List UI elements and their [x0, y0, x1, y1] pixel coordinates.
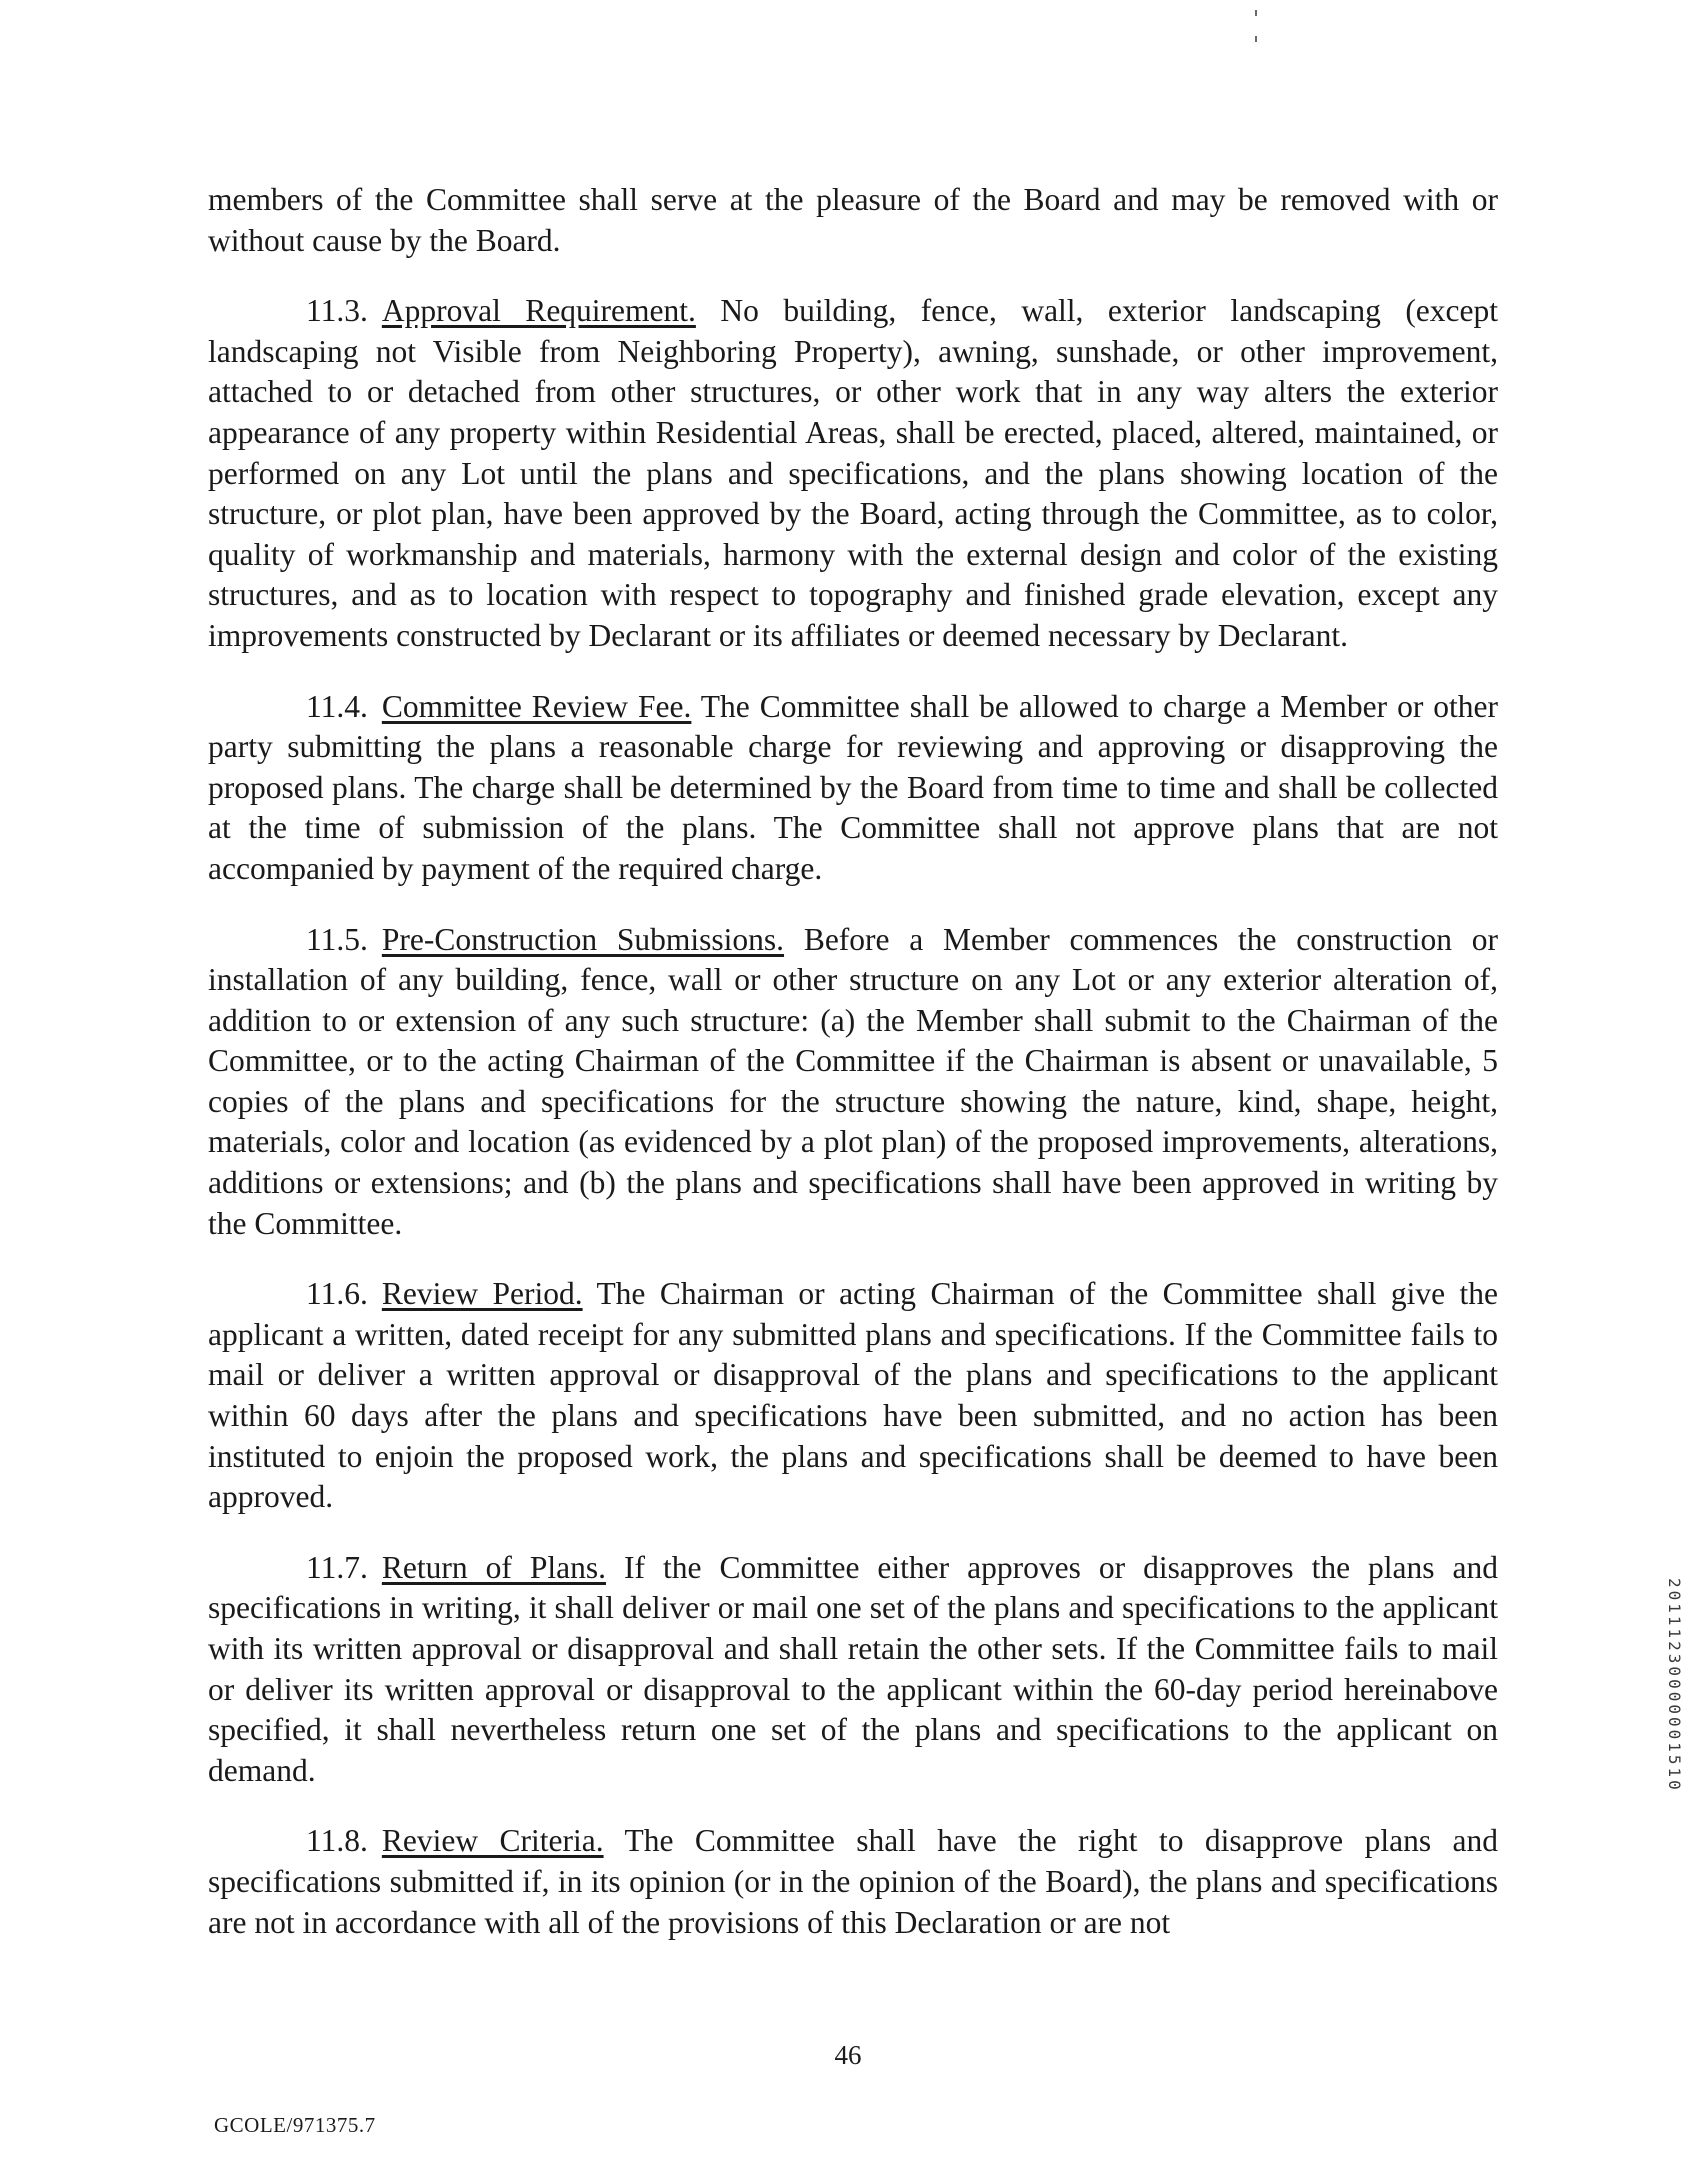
section-body: Before a Member commences the construction or installation of any building, fence, wall or other structure on any Lot or any exterior alteration of, addition to or extension of any such structure: (a) the Member shall submit to the Chairman of the Committee, or to the acting Chairman of the Committee if the Chairman is absent or unavailable, 5 copies of the plans and specifications for the structure showing the nature, kind, shape, height, materials, color and location (as evidenced by a plot plan) of the proposed improvements, alterations, additions or extensions; and (b) the plans and specifications shall have been approved in writing by the Committee.: [208, 921, 1498, 1241]
section-11-5: [208, 920, 1498, 1245]
scan-artifact-marks: [1254, 10, 1258, 48]
section-body: The Chairman or acting Chairman of the Committee shall give the applicant a written, dated receipt for any submitted plans and specifications. If the Committee fails to mail or deliver a written approval or disapproval of the plans and specifications to the applicant within 60 days after the plans and specifications have been submitted, and no action has been instituted to enjoin the proposed work, the plans and specifications shall be deemed to have been approved.: [208, 1276, 1498, 1515]
section-title: Approval Requirement.: [381, 293, 696, 329]
section-body: If the Committee either approves or disapproves the plans and specifications in writing, it shall deliver or mail one set of the plans and specifications to the applicant with its written approval or disapproval and shall retain the other sets. If the Committee fails to mail or deliver its written approval or disapproval to the applicant within the 60-day period hereinabove specified, it shall nevertheless return one set of the plans and specifications to the applicant on demand.: [208, 1549, 1499, 1788]
section-11-3: [208, 291, 1498, 656]
section-title: Return of Plans.: [381, 1549, 606, 1585]
document-id: GCOLE/971375.7: [214, 2113, 376, 2137]
continuation-paragraph: members of the Committee shall serve at the pleasure of the Board and may be removed with or without cause by the Board.: [208, 182, 1498, 258]
section-11-4: [208, 687, 1498, 890]
scan-mark: [1255, 36, 1257, 42]
section-title: Pre-Construction Submissions.: [381, 921, 785, 957]
section-body: The Committee shall have the right to disapprove plans and specifications submitted if, in its opinion (or in the opinion of the Board), the plans and specifications are not in accordance with all of the provisions of this Declaration or are not: [208, 1823, 1498, 1940]
section-body: The Committee shall be allowed to charge a Member or other party submitting the plans a reasonable charge for reviewing and approving or disapproving the proposed plans. The charge shall be determined by the Board from time to time and shall be collected at the time of submission of the plans. The Committee shall not approve plans that are not accompanied by payment of the required charge.: [208, 688, 1499, 886]
section-number: 11.6.: [306, 1276, 368, 1312]
section-11-8: [208, 1821, 1498, 1943]
section-number: 11.5.: [306, 921, 368, 957]
document-body: [208, 180, 1498, 1973]
section-title: Review Period.: [381, 1276, 583, 1312]
page-number: 46: [834, 2040, 862, 2070]
section-title: Committee Review Fee.: [381, 688, 692, 724]
scan-mark: [1255, 10, 1257, 16]
recording-stamp: [1644, 1578, 1684, 1918]
section-number: 11.4.: [306, 688, 368, 724]
section-number: 11.7.: [306, 1549, 368, 1585]
section-number: 11.8.: [306, 1823, 368, 1859]
section-11-6: [208, 1274, 1498, 1518]
section-title: Review Criteria.: [381, 1823, 604, 1859]
section-body: No building, fence, wall, exterior landscaping (except landscaping not Visible from Neighboring Property), awning, sunshade, or other improvement, attached to or detached from other structures, or other work that in any way alters the exterior appearance of any property within Residential Areas, shall be erected, placed, altered, maintained, or performed on any Lot until the plans and specifications, and the plans showing location of the structure, or plot plan, have been approved by the Board, acting through the Committee, as to color, quality of workmanship and materials, harmony with the external design and color of the existing structures, and as to location with respect to topography and finished grade elevation, except any improvements constructed by Declarant or its affiliates or deemed necessary by Declarant.: [208, 293, 1498, 653]
recording-stamp-number: 20111230000001510: [1665, 1578, 1684, 1793]
section-number: 11.3.: [306, 293, 368, 329]
section-11-7: [208, 1548, 1498, 1792]
